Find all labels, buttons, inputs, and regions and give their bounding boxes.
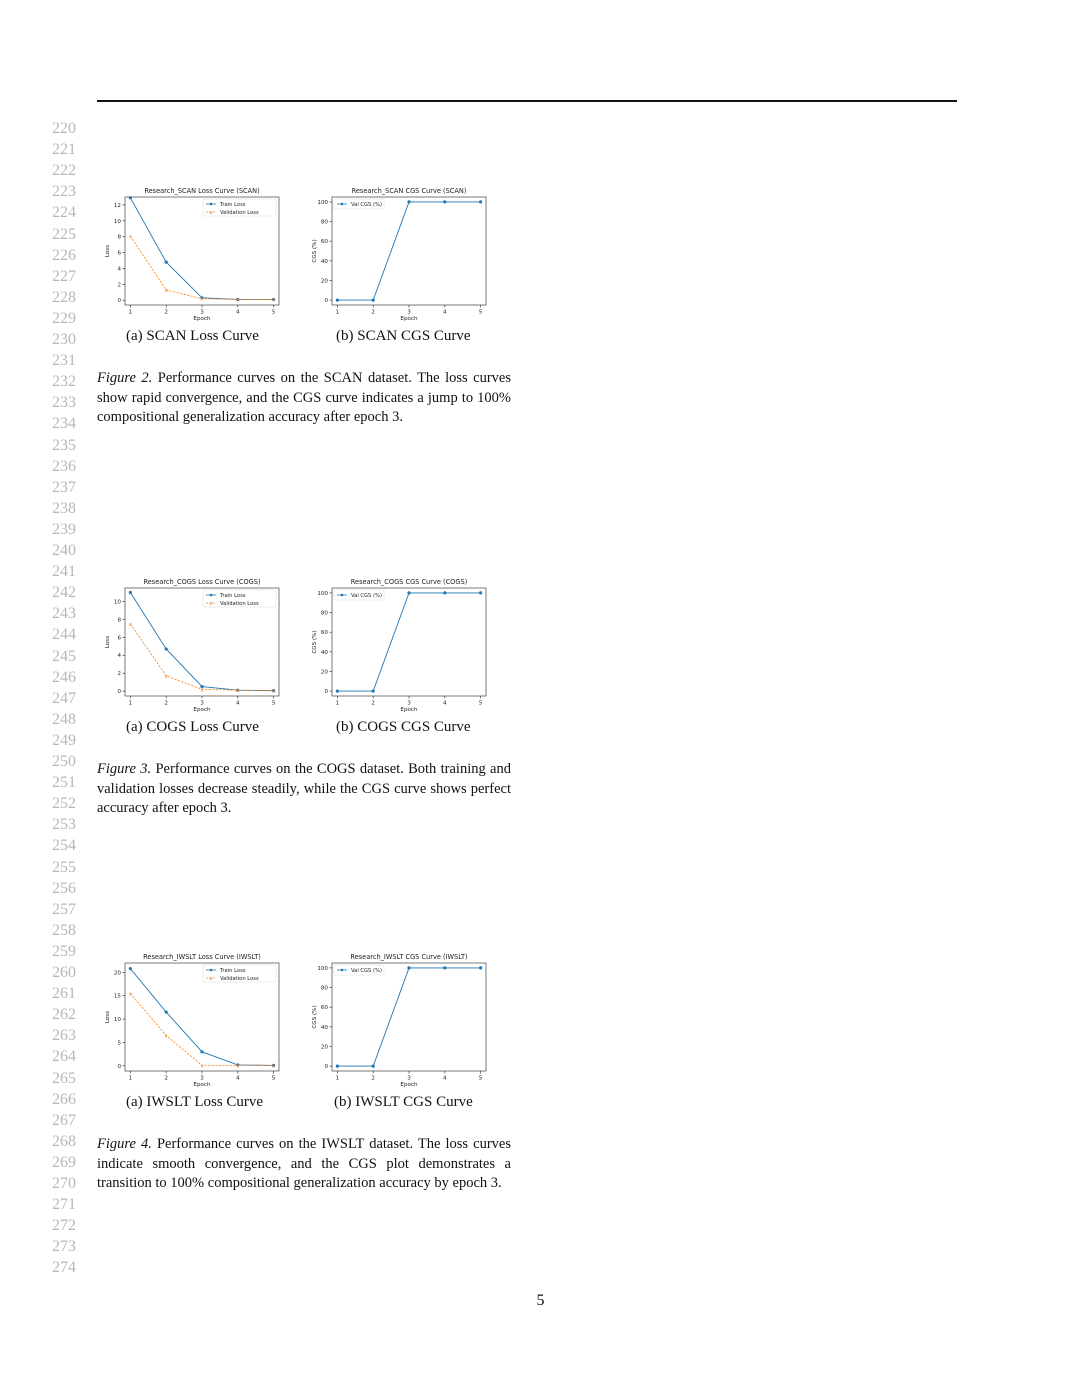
series-point xyxy=(165,647,168,650)
line-number: 264 xyxy=(52,1048,76,1066)
line-number: 241 xyxy=(52,563,76,581)
legend-marker: x xyxy=(209,976,213,982)
x-tick-label: 2 xyxy=(164,700,168,707)
figure-4-text: Performance curves on the IWSLT dataset. The loss curves indicate smooth convergence, and the CGS plot demonstrates a transition to 100% compositional generalization accuracy by epoch 3. xyxy=(97,1136,511,1191)
series-point xyxy=(407,966,410,969)
figure-4-caption xyxy=(97,1135,511,1194)
y-tick-label: 2 xyxy=(117,671,121,678)
line-number: 251 xyxy=(52,774,76,792)
legend-label: Validation Loss xyxy=(220,210,259,216)
x-tick-label: 1 xyxy=(128,1075,133,1082)
y-tick-label: 0 xyxy=(117,689,121,696)
y-tick-label: 2 xyxy=(117,282,121,289)
x-tick-label: 1 xyxy=(335,700,340,707)
x-tick-label: 5 xyxy=(478,1075,483,1082)
line-number: 256 xyxy=(52,879,76,897)
line-number: 223 xyxy=(52,183,76,201)
legend-label: Val CGS (%) xyxy=(351,202,382,208)
x-tick-label: 5 xyxy=(271,1075,276,1082)
line-number: 270 xyxy=(52,1175,76,1192)
x-tick-label: 4 xyxy=(236,309,240,316)
legend-marker xyxy=(210,594,213,597)
scan-loss-chart xyxy=(97,184,282,324)
line-number: 253 xyxy=(52,816,76,834)
series-point xyxy=(372,298,375,301)
y-tick-label: 20 xyxy=(320,669,328,676)
x-tick-label: 4 xyxy=(236,700,240,707)
legend-label: Train Loss xyxy=(220,593,246,599)
y-axis-label: CGS (%) xyxy=(312,630,318,654)
y-tick-label: 100 xyxy=(317,965,328,972)
figure-3-text: Performance curves on the COGS dataset. Both training and validation losses decrease steadily, while the CGS curve shows perfect accuracy after epoch 3. xyxy=(97,761,511,816)
figure-2-caption xyxy=(97,369,511,428)
line-number: 237 xyxy=(52,478,76,496)
y-tick-label: 80 xyxy=(320,219,328,226)
figure-2-label: Figure 2. xyxy=(97,370,153,386)
line-number: 254 xyxy=(52,837,76,855)
line-number: 245 xyxy=(52,647,76,665)
series-point xyxy=(336,689,339,692)
series-point: x xyxy=(128,991,133,998)
line-number: 252 xyxy=(52,795,76,813)
line-number: 262 xyxy=(52,1006,76,1024)
chart-title: Research_COGS Loss Curve (COGS) xyxy=(143,578,261,586)
legend-marker xyxy=(210,203,213,206)
line-number: 261 xyxy=(52,985,76,1003)
x-tick-label: 3 xyxy=(407,700,411,707)
y-tick-label: 100 xyxy=(317,199,328,206)
y-tick-label: 40 xyxy=(320,649,328,656)
x-tick-label: 3 xyxy=(407,309,411,316)
series-point: x xyxy=(164,673,168,680)
x-tick-label: 1 xyxy=(128,309,133,316)
y-axis-label: CGS (%) xyxy=(312,239,318,263)
y-tick-label: 10 xyxy=(113,218,121,225)
x-tick-label: 2 xyxy=(371,1075,375,1082)
x-tick-label: 1 xyxy=(335,309,340,316)
figure-3-label: Figure 3. xyxy=(97,761,152,777)
line-number: 226 xyxy=(52,246,76,264)
chart-svg xyxy=(97,950,282,1090)
line-number: 269 xyxy=(52,1153,76,1171)
y-tick-label: 100 xyxy=(317,590,328,597)
y-tick-label: 0 xyxy=(324,1064,328,1071)
subcaption-cogs-loss: (a) COGS Loss Curve xyxy=(126,719,259,735)
line-number: 225 xyxy=(52,225,76,243)
y-axis-label: Loss xyxy=(105,635,111,649)
line-number: 271 xyxy=(52,1196,76,1214)
figure-3-caption xyxy=(97,760,511,819)
series-point xyxy=(129,967,132,970)
line-number: 220 xyxy=(52,120,76,137)
chart-title: Research_IWSLT CGS Curve (IWSLT) xyxy=(350,953,468,961)
line-number: 230 xyxy=(52,331,76,348)
y-tick-label: 40 xyxy=(320,1024,328,1031)
y-tick-label: 6 xyxy=(117,635,121,642)
y-tick-label: 0 xyxy=(324,298,328,305)
y-tick-label: 15 xyxy=(113,993,121,1000)
series-point xyxy=(336,1064,339,1067)
chart-title: Research_COGS CGS Curve (COGS) xyxy=(350,578,468,586)
x-tick-label: 4 xyxy=(236,1075,240,1082)
series-point: x xyxy=(164,287,168,294)
line-number: 244 xyxy=(52,626,76,644)
line-number: 221 xyxy=(52,141,76,159)
x-tick-label: 1 xyxy=(335,1075,340,1082)
x-tick-label: 5 xyxy=(271,700,276,707)
subcaption-cogs-cgs: (b) COGS CGS Curve xyxy=(336,719,471,735)
series-line xyxy=(337,968,480,1066)
line-number: 255 xyxy=(52,858,76,876)
legend-label: Validation Loss xyxy=(220,601,259,607)
chart-title: Research_IWSLT Loss Curve (IWSLT) xyxy=(143,953,261,961)
header-rule xyxy=(97,100,957,102)
x-axis-label: Epoch xyxy=(400,1082,418,1088)
legend-label: Val CGS (%) xyxy=(351,968,382,974)
chart-svg xyxy=(97,575,282,715)
legend-marker xyxy=(341,594,344,597)
x-tick-label: 4 xyxy=(443,700,447,707)
y-tick-label: 60 xyxy=(320,1005,328,1012)
line-number: 259 xyxy=(52,942,76,960)
legend-label: Val CGS (%) xyxy=(351,593,382,599)
y-tick-label: 10 xyxy=(113,1017,121,1024)
line-number: 257 xyxy=(52,900,76,918)
line-number: 232 xyxy=(52,373,76,391)
series-line xyxy=(128,233,273,300)
line-number: 222 xyxy=(52,162,76,180)
subcaption-scan-cgs: (b) SCAN CGS Curve xyxy=(336,328,471,344)
chart-svg xyxy=(304,950,489,1090)
line-number: 273 xyxy=(52,1238,76,1256)
series-point: x xyxy=(271,688,276,695)
line-number: 260 xyxy=(52,964,76,981)
y-tick-label: 0 xyxy=(117,1063,121,1070)
line-number: 246 xyxy=(52,668,76,686)
y-tick-label: 5 xyxy=(117,1040,121,1047)
x-tick-label: 1 xyxy=(128,700,133,707)
legend-label: Validation Loss xyxy=(220,976,259,982)
line-number: 242 xyxy=(52,584,76,602)
y-axis-label: Loss xyxy=(105,244,111,258)
series-point: x xyxy=(236,688,240,695)
y-tick-label: 10 xyxy=(113,599,121,606)
series-line xyxy=(337,202,480,300)
scan-cgs-chart xyxy=(304,184,489,324)
y-tick-label: 60 xyxy=(320,239,328,246)
line-number: 272 xyxy=(52,1217,76,1235)
figure-2-text: Performance curves on the SCAN dataset. The loss curves show rapid convergence, and the CGS curve indicates a jump to 100% compositional generalization accuracy after epoch 3. xyxy=(97,370,511,425)
x-tick-label: 4 xyxy=(443,309,447,316)
plot-frame xyxy=(332,197,486,305)
line-number: 233 xyxy=(52,394,76,412)
series-point xyxy=(372,1064,375,1067)
legend-marker xyxy=(210,969,213,972)
chart-svg xyxy=(304,184,489,324)
x-tick-label: 2 xyxy=(371,700,375,707)
y-tick-label: 20 xyxy=(320,278,328,285)
series-point: x xyxy=(128,233,133,240)
x-axis-label: Epoch xyxy=(400,316,418,322)
series-point xyxy=(165,261,168,264)
series-point: x xyxy=(128,621,133,628)
series-point: x xyxy=(164,1033,168,1040)
series-line xyxy=(130,993,273,1065)
y-tick-label: 8 xyxy=(117,234,121,241)
line-number: 248 xyxy=(52,710,76,728)
line-number: 235 xyxy=(52,436,76,454)
line-number: 234 xyxy=(52,415,76,433)
line-number: 231 xyxy=(52,352,76,370)
iwslt-cgs-chart xyxy=(304,950,489,1090)
series-point xyxy=(129,591,132,594)
y-tick-label: 6 xyxy=(117,250,121,257)
series-point xyxy=(443,966,446,969)
y-tick-label: 8 xyxy=(117,617,121,624)
y-axis-label: CGS (%) xyxy=(312,1005,318,1029)
series-point: x xyxy=(271,297,276,304)
x-tick-label: 5 xyxy=(271,309,276,316)
line-number: 240 xyxy=(52,542,76,559)
series-point: x xyxy=(236,1063,240,1070)
y-tick-label: 20 xyxy=(320,1044,328,1051)
y-tick-label: 0 xyxy=(117,298,121,305)
series-point xyxy=(443,591,446,594)
y-axis-label: Loss xyxy=(105,1010,111,1024)
x-axis-label: Epoch xyxy=(193,316,211,322)
series-line xyxy=(128,621,273,694)
line-number: 224 xyxy=(52,204,76,222)
x-axis-label: Epoch xyxy=(193,1082,211,1088)
x-axis-label: Epoch xyxy=(193,707,211,713)
series-point: x xyxy=(271,1063,276,1070)
cogs-cgs-chart xyxy=(304,575,489,715)
series-point xyxy=(479,200,482,203)
line-number: 228 xyxy=(52,288,76,306)
line-number: 243 xyxy=(52,605,76,623)
line-number: 263 xyxy=(52,1027,76,1045)
series-point: x xyxy=(200,1063,204,1070)
line-number: 239 xyxy=(52,520,76,538)
x-tick-label: 2 xyxy=(371,309,375,316)
series-point xyxy=(479,591,482,594)
x-tick-label: 2 xyxy=(164,1075,168,1082)
line-number: 227 xyxy=(52,267,76,285)
series-point xyxy=(407,591,410,594)
line-number: 267 xyxy=(52,1111,76,1129)
y-tick-label: 80 xyxy=(320,610,328,617)
y-tick-label: 4 xyxy=(117,266,121,273)
x-tick-label: 3 xyxy=(200,309,204,316)
x-tick-label: 4 xyxy=(443,1075,447,1082)
line-number: 274 xyxy=(52,1259,76,1277)
y-tick-label: 0 xyxy=(324,689,328,696)
subcaption-iwslt-cgs: (b) IWSLT CGS Curve xyxy=(334,1094,473,1110)
series-point xyxy=(165,1010,168,1013)
plot-frame xyxy=(332,588,486,696)
cogs-loss-chart xyxy=(97,575,282,715)
line-number: 265 xyxy=(52,1069,76,1087)
x-tick-label: 3 xyxy=(200,1075,204,1082)
series-point xyxy=(443,200,446,203)
line-number: 268 xyxy=(52,1132,76,1150)
x-tick-label: 2 xyxy=(164,309,168,316)
chart-svg xyxy=(304,575,489,715)
line-number: 266 xyxy=(52,1090,76,1108)
y-tick-label: 40 xyxy=(320,258,328,265)
series-point xyxy=(479,966,482,969)
x-axis-label: Epoch xyxy=(400,707,418,713)
chart-title: Research_SCAN CGS Curve (SCAN) xyxy=(351,187,467,195)
subcaption-scan-loss: (a) SCAN Loss Curve xyxy=(126,328,259,344)
x-tick-label: 3 xyxy=(200,700,204,707)
series-point xyxy=(129,196,132,199)
legend-marker: x xyxy=(209,210,213,216)
line-number: 238 xyxy=(52,499,76,517)
y-tick-label: 80 xyxy=(320,985,328,992)
series-point xyxy=(200,1050,203,1053)
page-number: 5 xyxy=(536,1292,545,1309)
subcaption-iwslt-loss: (a) IWSLT Loss Curve xyxy=(126,1094,264,1110)
legend-marker xyxy=(341,203,344,206)
iwslt-loss-chart xyxy=(97,950,282,1090)
y-tick-label: 20 xyxy=(113,970,121,977)
series-point xyxy=(407,200,410,203)
series-point xyxy=(372,689,375,692)
x-tick-label: 5 xyxy=(478,700,483,707)
x-tick-label: 5 xyxy=(478,309,483,316)
series-point xyxy=(336,298,339,301)
y-tick-label: 60 xyxy=(320,630,328,637)
legend-label: Train Loss xyxy=(220,202,246,208)
line-number: 236 xyxy=(52,457,76,475)
series-point: x xyxy=(200,296,204,303)
series-point: x xyxy=(236,297,240,304)
y-tick-label: 12 xyxy=(113,202,121,209)
line-number: 247 xyxy=(52,689,76,707)
legend-marker: x xyxy=(209,601,213,607)
plot-frame xyxy=(332,963,486,1071)
chart-svg xyxy=(97,184,282,324)
legend-label: Train Loss xyxy=(220,968,246,974)
series-point: x xyxy=(200,687,204,694)
series-line xyxy=(337,593,480,691)
line-number: 249 xyxy=(52,731,76,749)
x-tick-label: 3 xyxy=(407,1075,411,1082)
figure-4-label: Figure 4. xyxy=(97,1136,152,1152)
legend-marker xyxy=(341,969,344,972)
line-number: 258 xyxy=(52,921,76,939)
chart-title: Research_SCAN Loss Curve (SCAN) xyxy=(144,187,260,195)
line-number: 250 xyxy=(52,753,76,770)
y-tick-label: 4 xyxy=(117,653,121,660)
line-number: 229 xyxy=(52,309,76,327)
